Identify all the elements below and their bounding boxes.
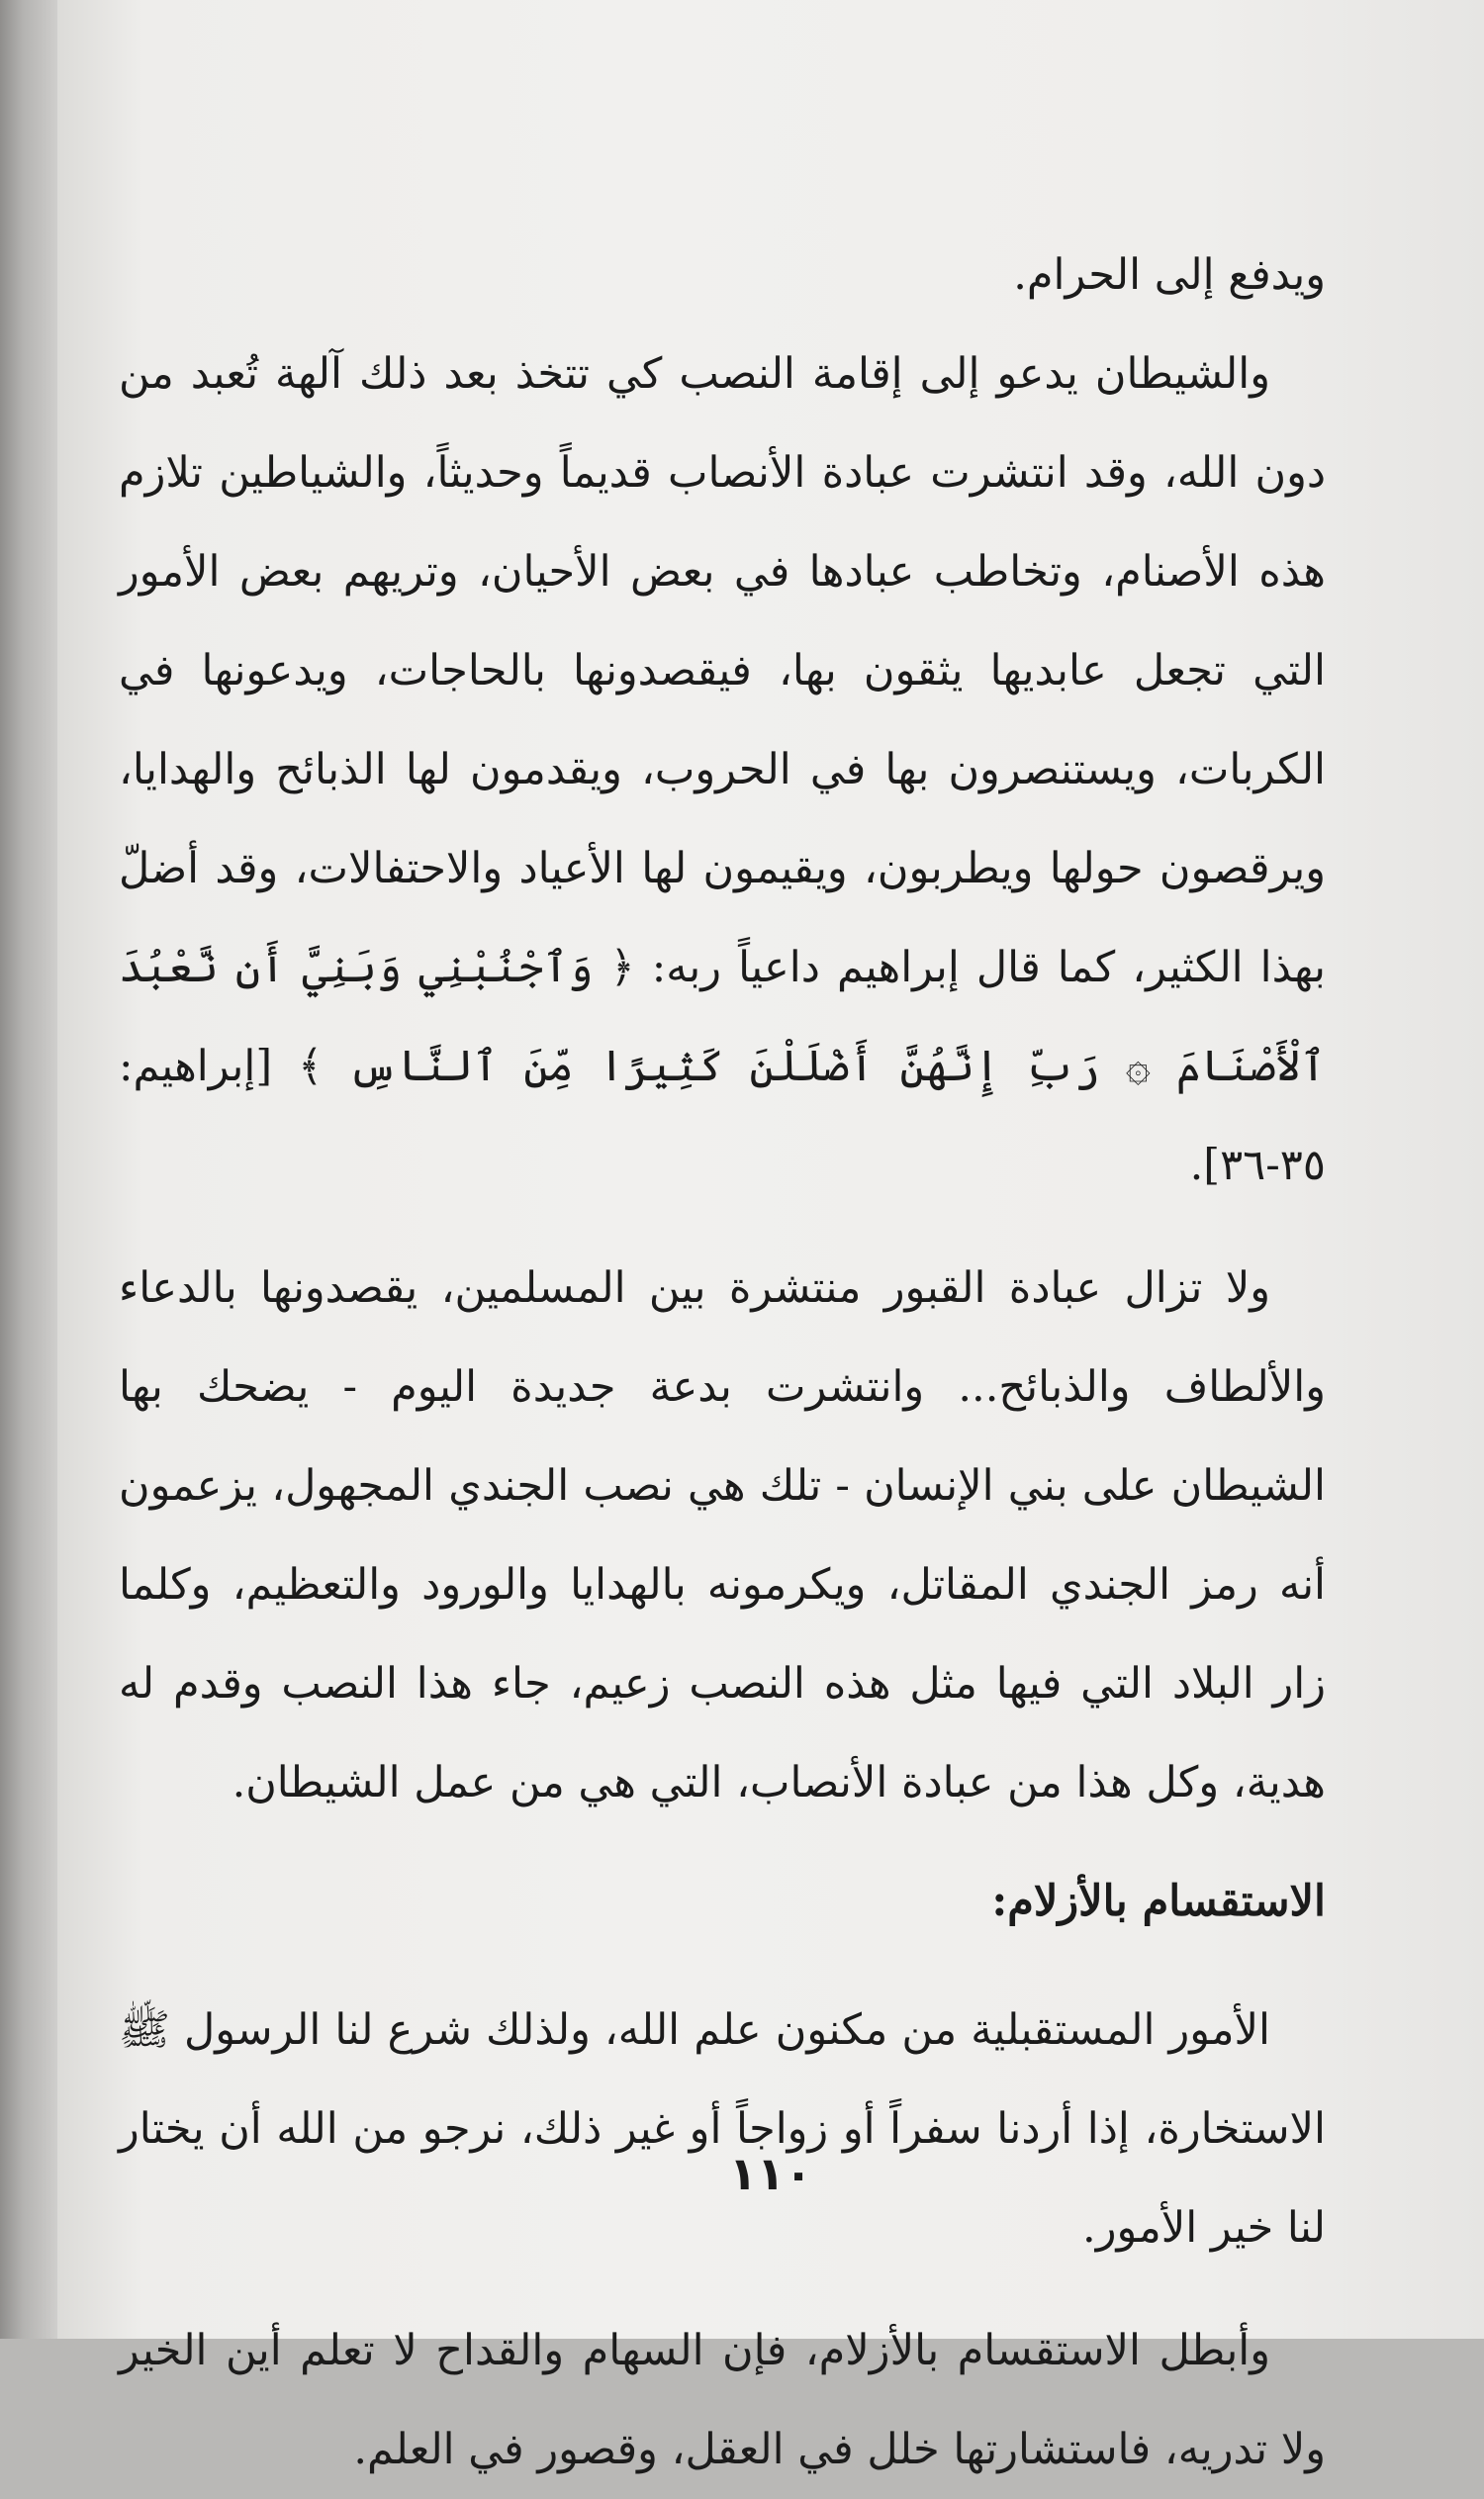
- book-page: [57, 0, 1484, 2474]
- paragraph-3: ولا تزال عبادة القبور منتشرة بين المسلمين، يقصدونها بالدعاء والألطاف والذبائح... وانتشرت بدعة جديدة اليوم - يضحك بها الشيطان على بني الإنسان - تلك هي نصب الجندي المجهول، يزعمون أنه رمز الجندي المقاتل، ويكرمونه بالهدايا والورود والتعظيم، وكلما زار البلاد التي فيها مثل هذه النصب زعيم، جاء هذا النصب وقدم له هدية، وكل هذا من عبادة الأنصاب، التي هي من عمل الشيطان.: [119, 1263, 1326, 1807]
- quran-verse: ﴿ وَٱجْنُبْنِي وَبَنِيَّ أَن نَّعْبُدَ ٱلْأَصْنَامَ ۞ رَبِّ إِنَّهُنَّ أَضْلَلْنَ كَثِيرًا مِّنَ ٱلنَّاسِ ﴾: [119, 943, 1326, 1091]
- paragraph-2-text: والشيطان يدعو إلى إقامة النصب كي تتخذ بعد ذلك آلهة تُعبد من دون الله، وقد انتشرت عبادة الأنصاب قديماً وحديثاً، والشياطين تلازم هذه الأصنام، وتخاطب عبادها في بعض الأحيان، وتريهم بعض الأمور التي تجعل عابديها يثقون بها، فيقصدونها بالحاجات، ويدعونها في الكربات، ويستنصرون بها في الحروب، ويقدمون لها الذبائح والهدايا، ويرقصون حولها ويطربون، ويقيمون لها الأعياد والاحتفالات، وقد أضلّ بهذا الكثير، كما قال إبراهيم داعياً ربه:: [119, 349, 1326, 992]
- paragraph-1: ويدفع إلى الحرام.: [1013, 250, 1326, 300]
- paragraph-4: الأمور المستقبلية من مكنون علم الله، ولذلك شرع لنا الرسول ﷺ الاستخارة، إذا أردنا سفراً أو زواجاً أو غير ذلك، نرجو من الله أن يختار لنا خير الأمور.: [119, 2005, 1326, 2253]
- paragraph-5: وأبطل الاستقسام بالأزلام، فإن السهام والقداح لا تعلم أين الخير ولا تدريه، فاستشارتها خلل في العقل، وقصور في العلم.: [119, 2326, 1326, 2474]
- section-heading: الاستقسام بالأزلام:: [991, 1877, 1326, 1926]
- page-number: ١١٠: [728, 2147, 813, 2200]
- verse-reference: [إبراهيم: ٣٥-٣٦].: [119, 1042, 1326, 1190]
- paragraph-2: [119, 324, 1326, 1215]
- book-spine-shadow: [0, 0, 57, 2339]
